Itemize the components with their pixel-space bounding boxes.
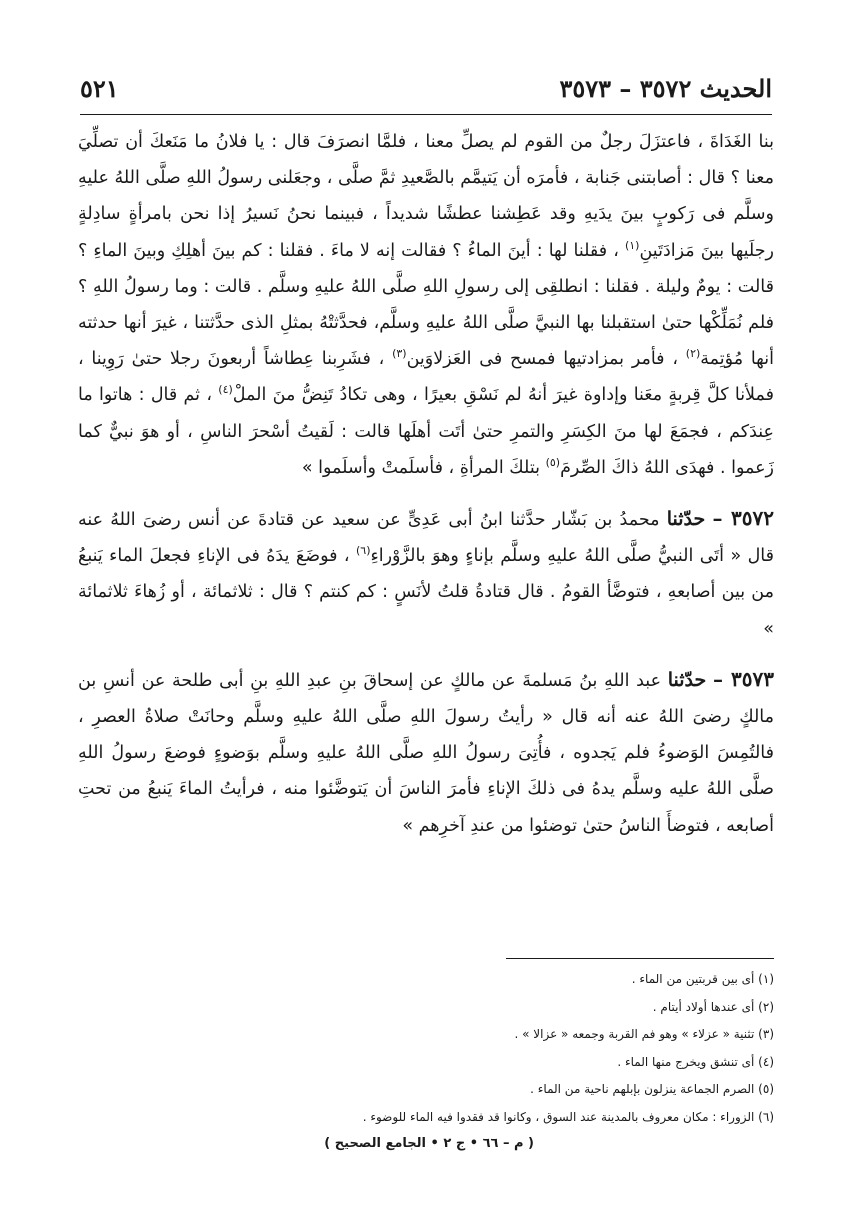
text-run: ، فشَرِبنا عِطاشاً أربعونَ رجلا حتىٰ رَوِينا ، فملأنا كلَّ قِربةٍ معَنا وإداوة غيرَ أنهُ لم نَسْقِ بعيرًا ، وهى تكادُ تَنِضُّ منَ الملْ <box>78 349 774 406</box>
footnote-ref[interactable]: (٤) <box>218 383 233 397</box>
footnote-ref[interactable]: (٦) <box>355 544 371 558</box>
running-header <box>80 70 772 108</box>
page-number: ٥٢١ <box>80 74 119 103</box>
footnote-ref[interactable]: (٥) <box>545 456 561 469</box>
text-run: محمدُ بن بَشّار حدَّثنا ابنُ أبى عَدِىٍّ عن سعيد عن قتادةَ عن أنس رضىَ اللهُ عنه قال « أتَى النبيُّ صلَّى اللهُ عليهِ وسلَّم بإناءٍ وهوَ بالزَّوْراءِ <box>78 510 774 567</box>
text-run: ، ثم قال : هاتوا ما عِندَكم ، فجمَعَ لها منَ الكِسَرِ والتمرِ حتىٰ أتَت أهلَها قالت : لَقيتُ أسْحرَ الناسِ ، أو هوَ نبيٌّ كما زَعموا . فهدَى اللهُ ذاكَ الصِّرمَ <box>78 385 774 478</box>
footnote-item: (١) أى بين قربتين من الماء . <box>631 972 774 986</box>
footnote-item: (٣) تثنية « عزلاء » وهو فم القربة وجمعه « عزالا » . <box>514 1027 774 1042</box>
hadith-number: ٣٥٧٣ – <box>712 666 774 691</box>
text-run: بتلكَ المرأةِ ، فأسلَمتْ وأسلَموا » <box>301 457 540 478</box>
footnote-item: (٢) أى عندها أولاد أيتام . <box>652 999 774 1014</box>
haddathana-label: حدّثنا <box>667 668 707 691</box>
footnote-item: (٦) الزوراء : مكان معروف بالمدينة عند السوق ، وكانوا قد فقدوا فيه الماء للوضوء . <box>362 1109 774 1124</box>
text-run: ، فقلنا لها : أينَ الماءُ ؟ فقالت إنه لا ماءَ . فقلنا : كم بينَ أهلِكِ وبينَ الماءِ ؟ قالت : يومٌ وليلة . فقلنا : انطلقِى إلى رسولِ اللهِ صلَّى اللهُ عليهِ وسلَّم . قالت : وما رسولُ اللهِ ؟ فلم نُمَلِّكْها حتىٰ استقبلنا بها النبيَّ صلَّى اللهُ عليهِ وسلَّم، فحدَّثتْهُ بمثلِ الذى حدَّثتنا ، غيرَ أنها حدثته أنها مُؤتِمة <box>78 240 774 370</box>
hadith-3572 <box>78 500 774 647</box>
footnotes-list <box>78 966 774 1132</box>
text-run: بنا الغَدَاةَ ، فاعتزَلَ رجلٌ من القوم لم يصلِّ معنا ، فلمَّا انصرَفَ قال : يا فلانُ ما مَنَعكَ أن تصلِّيَ معنا ؟ قال : أصابتنى جَنابة ، فأمرَه أن يَتيمَّم بالصَّعيدِ ثمَّ صلَّى ، وجعَلنى رسولُ اللهِ صلَّى اللهُ عليهِ وسلَّم فى رَكوبٍ بينَ يدَيهِ وقد عَطِشنا عطشًا شديداً ، فبينما نحنُ نَسيرُ إذا نحن بامرأةٍ سادِلةٍ رجلَيها بينَ مَزادَتَينِ <box>78 132 774 261</box>
text-run: ، فأمر بمزادتيها فمسح فى العَزلاوَين <box>406 349 678 370</box>
hadith-3573 <box>78 661 774 844</box>
footnote-ref[interactable]: (٢) <box>685 347 701 361</box>
footnote-item: (٥) الصرم الجماعة ينزلون بإبلهم ناحية من الماء . <box>530 1082 774 1097</box>
text-run: عبد اللهِ بنُ مَسلمةَ عن مالكٍ عن إسحاقَ بنِ عبدِ اللهِ بنِ أبى طلحة عن أنسِ بن مالكٍ رضىَ اللهُ عنه أنه قال « رأيتُ رسولَ اللهِ صلَّى اللهُ عليهِ وسلَّم وحانَتْ صلاةُ العصرِ ، فالتُمِسَ الوَضوءُ فلم يَجدوه ، فأُتِىَ رسولُ اللهِ صلَّى اللهُ عليهِ وسلَّم بوَضوءٍ فوضعَ رسولُ اللهِ صلَّى اللهُ عليه وسلَّم يدهُ فى ذلكَ الإناءِ فأمرَ الناسَ أن يَتوضَّئوا منه ، فرأيتُ الماءَ يَنبعُ من تحتِ أصابعه ، فتوضأَ الناسُ حتىٰ توضئوا من عندِ آخرِهم » <box>78 670 774 836</box>
haddathana-label: حدّثنا <box>666 508 706 531</box>
header-hadith-range: الحديث ٣٥٧٢ – ٣٥٧٣ <box>559 74 772 103</box>
printer-signature: ( م – ٦٦ • ج ٢ • الجامع الصحيح ) <box>324 1136 534 1151</box>
hadith-number: ٣٥٧٢ – <box>712 506 774 531</box>
header-rule <box>80 114 772 115</box>
footnote-item: (٤) أى تنشق ويخرج منها الماء . <box>617 1054 774 1069</box>
footnote-divider <box>506 958 774 959</box>
text-run: ، فوضَعَ يدَهُ فى الإناءِ فجعلَ الماء يَنبعُ من بين أصابعهِ ، فتوضَّأ القومُ . قال قتادةُ قلتُ لأنَسٍ : كم كنتم ؟ قال : ثلاثمائة ، أو زُهاءَ ثلاثمائة » <box>78 546 774 639</box>
main-text <box>78 124 774 844</box>
footnote-ref[interactable]: (٣) <box>392 347 407 361</box>
footnote-ref[interactable]: (١) <box>624 238 640 252</box>
hadith-3571-continuation <box>78 124 774 486</box>
